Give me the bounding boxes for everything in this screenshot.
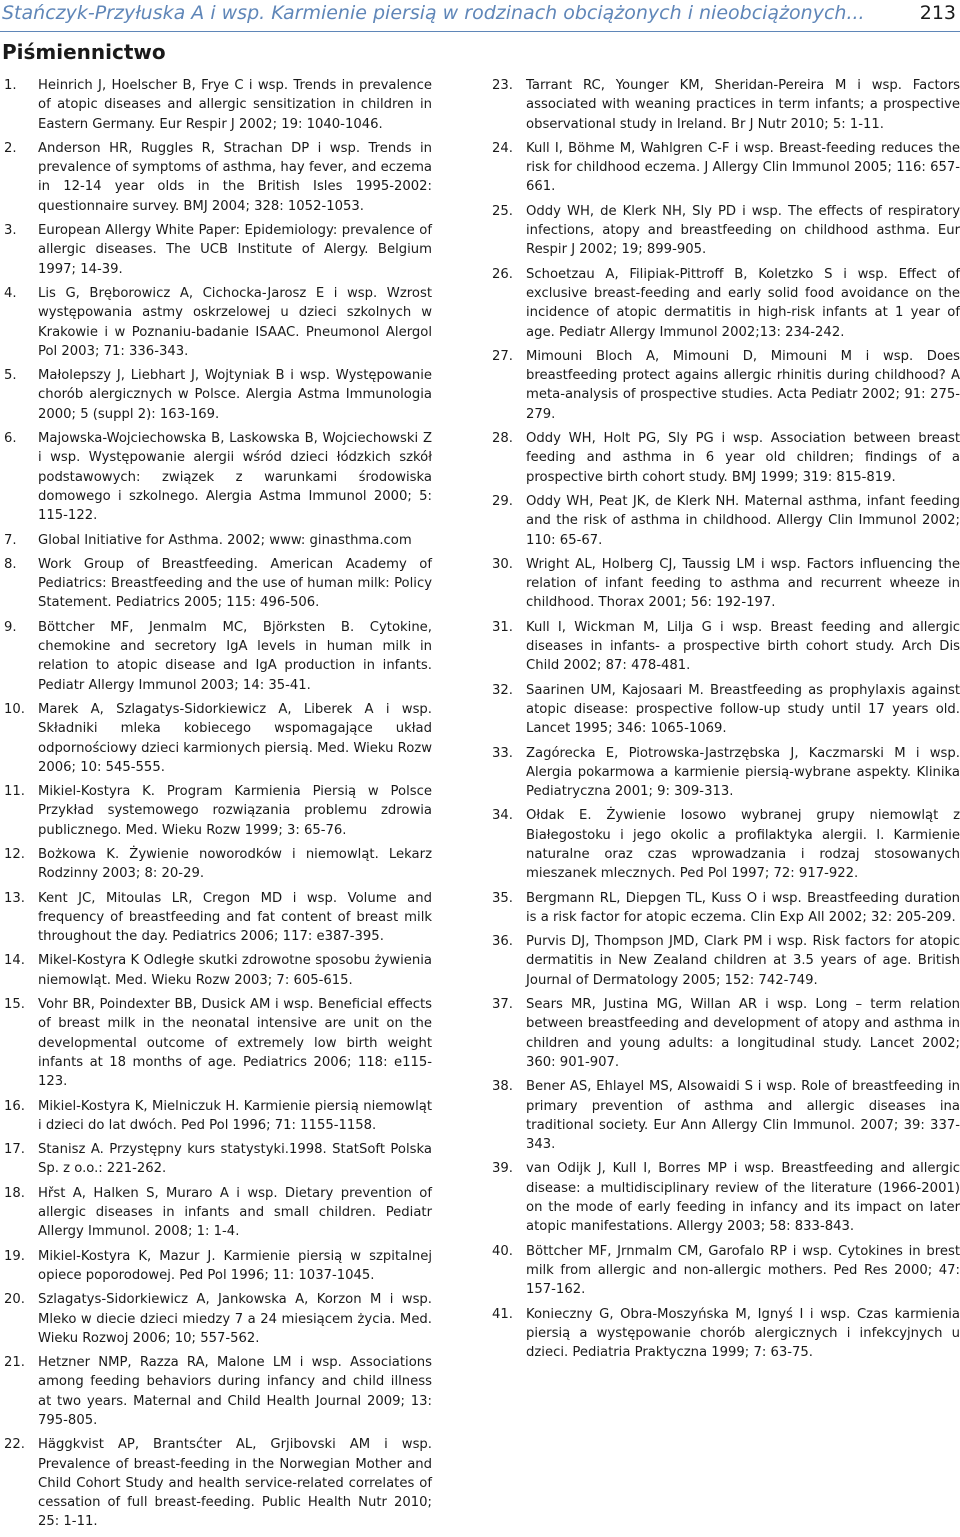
reference-text: Kull I, Böhme M, Wahlgren C-F i wsp. Breast-feeding reduces the risk for childhood eczema. J Allergy Clin Immunol 2005; 116: 657-661.: [526, 140, 960, 195]
reference-item: [0, 139, 432, 216]
reference-text: Anderson HR, Ruggles R, Strachan DP i wsp. Trends in prevalence of symptoms of asthma, hay fever, and eczema in 12-14 year olds in the British Isles 1995-2002: questionnaire survey. BMJ 2004; 328: 1052-1053.: [38, 140, 432, 214]
reference-text: Oddy WH, Holt PG, Sly PG i wsp. Association between breast feeding and asthma in 6 year old children; findings of a prospective birth cohort study. BMJ 1999; 319: 815-819.: [526, 431, 960, 485]
reference-number: 10.: [4, 701, 25, 717]
reference-number: 22.: [4, 1437, 25, 1453]
reference-item: [488, 889, 960, 928]
reference-text: Lis G, Bręborowicz A, Cichocka-Jarosz E i wsp. Wzrost występowania astmy oskrzelowej u dzieci szkolnych w Krakowie i w Poznaniu-badanie ISAAC. Pneumonol Alergol Pol 2003; 71: 336-343.: [38, 285, 432, 359]
reference-item: [488, 429, 960, 487]
reference-item: [488, 932, 960, 990]
reference-text: Konieczny G, Obra-Moszyńska M, Ignyś I i wsp. Czas karmienia piersią a występowanie chorób alergicznych i infekcyjnych u dzieci. Pediatria Praktyczna 1999; 7: 63-75.: [526, 1306, 960, 1361]
reference-item: [488, 555, 960, 613]
reference-item: [0, 1140, 432, 1179]
reference-text: Bergmann RL, Diepgen TL, Kuss O i wsp. Breastfeeding duration is a risk factor for atopic eczema. Clin Exp All 2002; 32: 205-209.: [526, 890, 960, 925]
reference-text: European Allergy White Paper: Epidemiology: prevalence of allergic diseases. The UCB Institute of Alergy. Belgium 1997; 14-39.: [38, 223, 432, 277]
reference-item: [488, 347, 960, 424]
reference-number: 19.: [4, 1248, 25, 1264]
reference-item: [488, 618, 960, 676]
reference-number: 7.: [4, 532, 17, 548]
reference-item: [0, 1097, 432, 1136]
reference-text: Mimouni Bloch A, Mimouni D, Mimouni M i wsp. Does breastfeeding protect agains allergic rhinitis during childhood? A meta-analysis of prospective studies. Acta Pediatr 2002; 91: 275-279.: [526, 348, 960, 422]
reference-item: [0, 618, 432, 695]
references-right-column: [488, 76, 960, 1367]
reference-number: 31.: [492, 619, 513, 635]
reference-number: 30.: [492, 556, 513, 572]
reference-item: [0, 951, 432, 990]
header-divider: [0, 31, 960, 32]
reference-number: 23.: [492, 78, 513, 93]
reference-item: [488, 806, 960, 883]
reference-text: Wright AL, Holberg CJ, Taussig LM i wsp. Factors influencing the relation of infant feeding to asthma and recurrent wheeze in childhood. Thorax 2001; 56: 192-197.: [526, 556, 960, 611]
reference-number: 17.: [4, 1142, 25, 1158]
reference-text: Global Initiative for Asthma. 2002; www: ginasthma.com: [38, 532, 412, 548]
reference-number: 15.: [4, 997, 25, 1013]
page-number: 213: [919, 2, 956, 24]
reference-text: Marek A, Szlagatys-Sidorkiewicz A, Liberek A i wsp. Składniki mleka kobiecego wspomagające układ odpornościowy dzieci karmionych piersią. Med. Wieku Rozw 2006; 10: 545-555.: [38, 701, 432, 775]
reference-number: 8.: [4, 556, 17, 572]
reference-text: Hřst A, Halken S, Muraro A i wsp. Dietary prevention of allergic diseases in infants and small children. Pediatr Allergy Immunol. 2008; 1: 1-4.: [38, 1185, 432, 1240]
reference-number: 12.: [4, 846, 25, 862]
reference-text: Kull I, Wickman M, Lilja G i wsp. Breast feeding and allergic diseases in infants- a prospective birth cohort study. Arch Dis Child 2002; 87: 478-481.: [526, 619, 960, 674]
reference-number: 9.: [4, 619, 17, 635]
reference-number: 14.: [4, 953, 25, 969]
reference-text: Häggkvist AP, Brantsćter AL, Grjibovski AM i wsp. Prevalence of breast-feeding in the Norwegian Mother and Child Cohort Study and health service-related correlates of cessation of full breast-feeding. Public Health Nutr 2010; 25: 1-11.: [38, 1437, 432, 1530]
reference-text: Mikiel-Kostyra K. Program Karmienia Piersią w Polsce Przykład systemowego rozwiązania problemu zdrowia publicznego. Med. Wieku Rozw 1999; 3: 65-76.: [38, 784, 432, 838]
reference-item: [0, 366, 432, 424]
reference-text: Kent JC, Mitoulas LR, Cregon MD i wsp. Volume and frequency of breastfeeding and fat content of breast milk throughout the day. Pediatrics 2006; 117: e387-395.: [38, 890, 432, 945]
reference-item: [488, 995, 960, 1072]
reference-number: 41.: [492, 1306, 513, 1322]
reference-number: 16.: [4, 1098, 25, 1114]
reference-item: [0, 1435, 432, 1531]
reference-item: [0, 284, 432, 361]
reference-item: [0, 1353, 432, 1430]
reference-number: 29.: [492, 493, 513, 509]
reference-item: [0, 845, 432, 884]
reference-number: 26.: [492, 266, 513, 282]
reference-number: 36.: [492, 934, 513, 950]
reference-number: 20.: [4, 1292, 25, 1308]
reference-number: 6.: [4, 431, 17, 447]
reference-text: van Odijk J, Kull I, Borres MP i wsp. Breastfeeding and allergic disease: a multidisciplinary review of the literature (1966-2001) on the mode of early feeding in infancy and its impact on later atopic manifestations. Allergy 2003; 58: 833-843.: [526, 1161, 960, 1235]
reference-text: Oddy WH, Peat JK, de Klerk NH. Maternal asthma, infant feeding and the risk of asthma in childhood. Allergy Clin Immunol 2002; 110: 65-67.: [526, 493, 960, 548]
page-header: [0, 0, 960, 30]
reference-number: 27.: [492, 348, 513, 364]
reference-text: Vohr BR, Poindexter BB, Dusick AM i wsp. Beneficial effects of breast milk in the neonatal intensive are unit on the developmental outcome of extremely low birth weight infants at 18 months of age. Pediatrics 2006; 118: e115-123.: [38, 997, 432, 1090]
reference-number: 39.: [492, 1161, 513, 1177]
reference-number: 13.: [4, 890, 25, 906]
reference-item: [0, 221, 432, 279]
reference-text: Majowska-Wojciechowska B, Laskowska B, Wojciechowski Z i wsp. Występowanie alergii wśród dzieci łódzkich szkół podstawowych: związek z warunkami środowiska domowego i szkolnego. Alergia Astma Immunol 2000; 5: 115-122.: [38, 431, 432, 524]
reference-text: Böttcher MF, Jrnmalm CM, Garofalo RP i wsp. Cytokines in brest milk from allergic and non-allergic mothers. Ped Res 2000; 47: 157-162.: [526, 1243, 960, 1298]
reference-number: 32.: [492, 682, 513, 698]
reference-number: 3.: [4, 223, 17, 239]
reference-item: [0, 782, 432, 840]
reference-item: [0, 995, 432, 1091]
reference-item: [488, 1305, 960, 1363]
reference-text: Zagórecka E, Piotrowska-Jastrzębska J, Kaczmarski M i wsp. Alergia pokarmowa a karmienie piersią-wybrane aspekty. Klinika Pediatryczna 2001; 9: 309-313.: [526, 745, 960, 800]
reference-item: [0, 889, 432, 947]
reference-number: 11.: [4, 784, 25, 800]
reference-text: Mikiel-Kostyra K, Mazur J. Karmienie piersią w szpitalnej opiece poporodowej. Ped Pol 1996; 11: 1037-1045.: [38, 1248, 432, 1283]
reference-item: [488, 492, 960, 550]
reference-item: [0, 555, 432, 613]
reference-number: 40.: [492, 1243, 513, 1259]
reference-number: 18.: [4, 1185, 25, 1201]
reference-text: Work Group of Breastfeeding. American Academy of Pediatrics: Breastfeeding and the use of human milk: Policy Statement. Pediatrics 2005; 115: 496-506.: [38, 556, 432, 611]
reference-item: [0, 700, 432, 777]
reference-text: Hetzner NMP, Razza RA, Malone LM i wsp. Associations among feeding behaviors during infancy and child illness at two years. Maternal and Child Health Journal 2009; 13: 795-805.: [38, 1355, 432, 1428]
reference-item: [0, 531, 432, 550]
reference-number: 35.: [492, 890, 513, 906]
reference-number: 24.: [492, 140, 513, 156]
reference-text: Heinrich J, Hoelscher B, Frye C i wsp. Trends in prevalence of atopic diseases and allergic sensitization in children in Eastern Germany. Eur Respir J 2002; 19: 1040-1046.: [38, 78, 432, 132]
reference-number: 34.: [492, 808, 513, 824]
reference-text: Saarinen UM, Kajosaari M. Breastfeeding as prophylaxis against atopic disease: prospective follow-up study until 17 years old. Lancet 1995; 346: 1065-1069.: [526, 682, 960, 737]
reference-item: [0, 1184, 432, 1242]
reference-text: Sears MR, Justina MG, Willan AR i wsp. Long – term relation between breastfeeding and development of atopy and asthma in children and young adults: a longitudinal study. Lancet 2002; 360: 901-907.: [526, 997, 960, 1070]
reference-text: Böttcher MF, Jenmalm MC, Björksten B. Cytokine, chemokine and secretory IgA levels in human milk in relation to atopic disease and IgA production in infants. Pediatr Allergy Immunol 2003; 14: 35-41.: [38, 619, 432, 693]
reference-number: 25.: [492, 203, 513, 219]
reference-number: 5.: [4, 368, 17, 384]
reference-item: [488, 744, 960, 802]
reference-text: Mikel-Kostyra K Odległe skutki zdrowotne sposobu żywienia niemowląt. Med. Wieku Rozw 2003; 7: 605-615.: [38, 953, 432, 988]
reference-item: [0, 429, 432, 525]
reference-number: 33.: [492, 745, 513, 761]
reference-item: [488, 681, 960, 739]
section-title: Piśmiennictwo: [2, 40, 166, 64]
reference-text: Bożkowa K. Żywienie noworodków i niemowląt. Lekarz Rodzinny 2003; 8: 20-29.: [38, 846, 432, 882]
reference-number: 38.: [492, 1079, 513, 1095]
reference-text: Bener AS, Ehlayel MS, Alsowaidi S i wsp. Role of breastfeeding in primary prevention of asthma and allergic diseases ina traditional society. Eur Ann Allergy Clin Immunol. 2007; 39: 337-343.: [526, 1079, 960, 1153]
reference-number: 1.: [4, 78, 17, 93]
reference-item: [488, 76, 960, 134]
reference-item: [0, 1247, 432, 1286]
reference-number: 2.: [4, 140, 17, 156]
reference-text: Oddy WH, de Klerk NH, Sly PD i wsp. The effects of respiratory infections, atopy and breastfeeding on childhood asthma. Eur Respir J 2002; 19; 899-905.: [526, 203, 960, 258]
reference-number: 37.: [492, 997, 513, 1013]
reference-text: Stanisz A. Przystępny kurs statystyki.1998. StatSoft Polska Sp. z o.o.: 221-262.: [38, 1142, 432, 1177]
reference-number: 21.: [4, 1355, 25, 1371]
reference-item: [488, 265, 960, 342]
reference-text: Szlagatys-Sidorkiewicz A, Jankowska A, Korzon M i wsp. Mleko w diecie dzieci miedzy 7 a 24 miesiącem życia. Med. Wieku Rozwoj 2006; 10; 557-562.: [38, 1292, 432, 1346]
running-title: Stańczyk-Przyłuska A i wsp. Karmienie piersią w rodzinach obciążonych i nieobciążonych...: [2, 2, 865, 24]
reference-text: Purvis DJ, Thompson JMD, Clark PM i wsp. Risk factors for atopic dermatitis in New Zealand children at 3.5 years of age. British Journal of Dermatology 2005; 152: 742-749.: [526, 934, 960, 988]
reference-item: [488, 1077, 960, 1154]
reference-text: Małolepszy J, Liebhart J, Wojtyniak B i wsp. Występowanie chorób alergicznych w Polsce. Alergia Astma Immunologia 2000; 5 (suppl 2): 163-169.: [38, 368, 432, 422]
reference-number: 28.: [492, 431, 513, 447]
reference-item: [488, 139, 960, 197]
reference-text: Schoetzau A, Filipiak-Pittroff B, Koletzko S i wsp. Effect of exclusive breast-feeding and early solid food avoidance on the incidence of atopic dermatitis in high-risk infants at 1 year of age. Pediatr Allergy Immunol 2002;13: 234-242.: [526, 266, 960, 340]
reference-text: Tarrant RC, Younger KM, Sheridan-Pereira M i wsp. Factors associated with weaning practices in term infants; a prospective observational study in Ireland. Br J Nutr 2010; 5: 1-11.: [526, 78, 960, 132]
reference-text: Mikiel-Kostyra K, Mielniczuk H. Karmienie piersią niemowląt i dzieci do lat dwóch. Ped Pol 1996; 71: 1155-1158.: [38, 1098, 432, 1133]
reference-item: [488, 202, 960, 260]
references-left-column: [0, 76, 432, 1537]
reference-number: 4.: [4, 285, 17, 301]
reference-item: [488, 1242, 960, 1300]
reference-text: Ołdak E. Żywienie losowo wybranej grupy niemowląt z Białegostoku i jego okolic a profilaktyka alergii. I. Karmienie naturalne oraz czas wprowadzania i rodzaj stosowanych mieszanek mlecznych. Ped Pol 1997; 72: 917-922.: [526, 808, 960, 882]
reference-item: [488, 1159, 960, 1236]
reference-item: [0, 76, 432, 134]
reference-item: [0, 1290, 432, 1348]
